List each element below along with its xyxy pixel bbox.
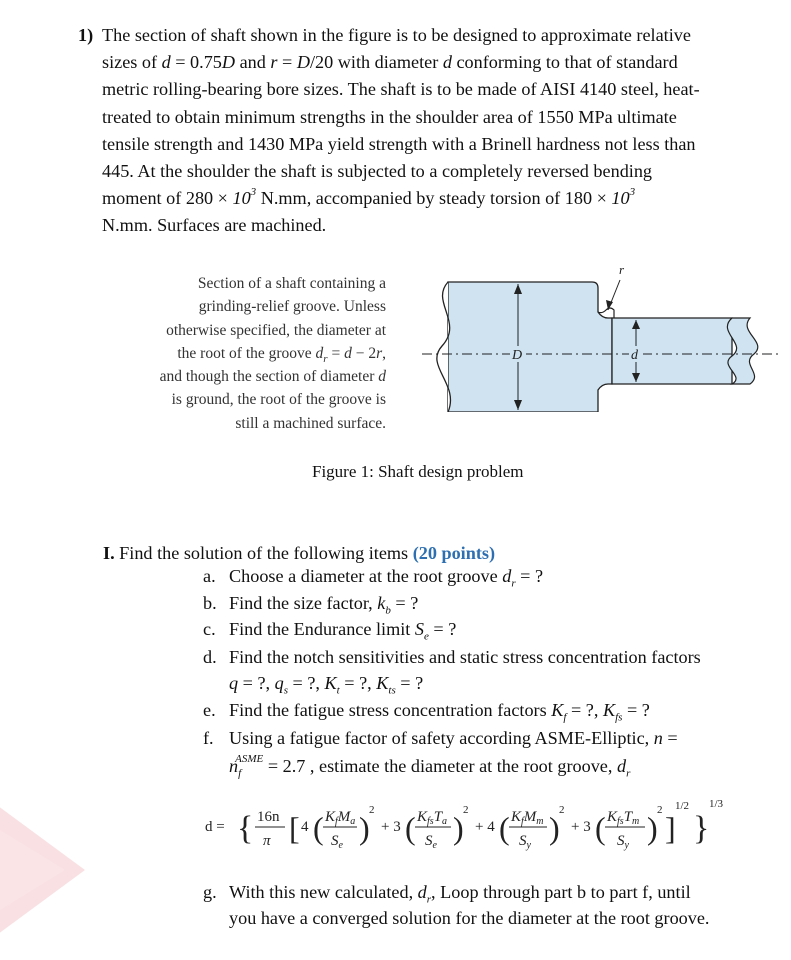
question-d: d. Find the notch sensitivities and static stress concentration factors	[203, 647, 701, 667]
svg-text:d =: d =	[205, 819, 225, 835]
svg-text:2: 2	[657, 804, 663, 816]
question-f: f. Using a fatigue factor of safety according ASME-Elliptic, n =	[203, 728, 678, 748]
points-label: (20 points)	[412, 543, 496, 563]
svg-text:): )	[647, 810, 658, 846]
problem-line-6: 445. At the shoulder the shaft is subjected to a completely reversed bending	[102, 161, 653, 182]
questions-section	[103, 540, 495, 567]
caption-line-2: grinding-relief groove. Unless	[198, 298, 386, 316]
svg-text:+ 3: + 3	[571, 819, 591, 835]
svg-text:+ 3: + 3	[381, 819, 401, 835]
heading-text: Find the solution of the following items	[119, 543, 409, 563]
questions-heading	[103, 540, 495, 567]
shaft-figure	[420, 262, 780, 412]
caption-line-7: still a machined surface.	[235, 414, 386, 432]
figure-caption	[110, 272, 386, 435]
problem-line-2: sizes of d = 0.75D and r = D/20 with diameter d conforming to that of standard	[102, 52, 678, 73]
svg-text:4: 4	[301, 819, 309, 835]
caption-line-3: otherwise specified, the diameter at	[166, 321, 386, 339]
svg-text:KfsTm: $K_{fs}T_m$	[607, 809, 640, 827]
question-g-continued: you have a converged solution for the diameter at the root groove.	[229, 908, 710, 928]
question-b: b. Find the size factor, $k_b$ = ?	[203, 593, 419, 617]
svg-text:2: 2	[559, 804, 565, 816]
caption-line-4: the root of the groove $d_r = d - 2r$,	[177, 344, 386, 365]
svg-text:]: ]	[665, 810, 676, 846]
question-a: a. Choose a diameter at the root groove $d_r$ = ?	[203, 566, 544, 590]
svg-text:KfsTa: $K_{fs}T_a$	[417, 809, 448, 827]
svg-text:Sy: $S_y$	[617, 833, 629, 851]
svg-text:Se: $S_e$	[331, 833, 343, 851]
svg-text:2: 2	[369, 804, 375, 816]
section-number: I.	[103, 543, 115, 563]
svg-text:[: [	[289, 810, 300, 846]
svg-text:2: 2	[463, 804, 469, 816]
svg-text:π: π	[263, 833, 271, 849]
problem-statement	[78, 22, 758, 240]
svg-text:): )	[359, 810, 370, 846]
svg-text:(: (	[595, 810, 606, 846]
shaft-large-section	[448, 282, 612, 412]
problem-line-1: The section of shaft shown in the figure is to be designed to approximate relative	[102, 25, 691, 45]
svg-text:Sy: $S_y$	[519, 833, 531, 851]
figure-title: Figure 1: Shaft design problem	[312, 462, 524, 481]
question-e: e. Find the fatigue stress concentration factors $K_f$ = ?, $K_{fs}$ = ?	[203, 700, 650, 724]
watermark-logo	[0, 760, 110, 960]
svg-text:KfMm: $K_fM_m$	[511, 809, 544, 827]
caption-line-6: is ground, the root of the groove is	[171, 391, 386, 409]
svg-text:{: {	[237, 810, 254, 847]
svg-text:): )	[453, 810, 464, 846]
svg-text:): )	[549, 810, 560, 846]
svg-text:(: (	[405, 810, 416, 846]
problem-line-8: N.mm. Surfaces are machined.	[102, 215, 327, 236]
caption-line-5: and though the section of diameter d	[159, 368, 386, 386]
problem-line-7: moment of $280 \times 10^3$ N.mm, accompanied by steady torsion of $180 \times 10^3$	[102, 186, 636, 209]
problem-number: 1)	[78, 25, 94, 45]
svg-text:16n: 16n	[257, 809, 280, 825]
svg-text:(: (	[313, 810, 324, 846]
svg-text:1/2: 1/2	[675, 800, 690, 812]
question-g: g. With this new calculated, $d_r$, Loop through part b to part f, until	[203, 882, 691, 906]
label-d: d	[631, 348, 638, 363]
question-c: c. Find the Endurance limit $S_e$ = ?	[203, 619, 457, 643]
caption-line-1: Section of a shaft containing a	[197, 275, 386, 292]
problem-line-4: treated to obtain minimum strengths in the shoulder area of 1550 MPa ultimate	[102, 106, 677, 127]
svg-text:Se: $S_e$	[425, 833, 437, 851]
label-D: D	[512, 348, 523, 363]
diameter-formula	[205, 795, 785, 865]
problem-line-5: tensile strength and 1430 MPa yield strength with a Brinell hardness not less than	[102, 133, 696, 154]
question-d-continued: q = ?, $q_s$ = ?, $K_t$ = ?, $K_{ts}$ = ?	[229, 673, 424, 697]
svg-text:(: (	[499, 810, 510, 846]
question-f-continued: $n_f^{ASME} = 2.7$ , estimate the diameter at the root groove, $d_r$	[229, 753, 631, 780]
problem-line-3: metric rolling-bearing bore sizes. The shaft is to be made of AISI 4140 steel, heat-	[102, 79, 700, 100]
svg-text:1/3: 1/3	[709, 798, 724, 810]
svg-text:+ 4: + 4	[475, 819, 495, 835]
label-r: r	[619, 262, 625, 277]
svg-text:}: }	[693, 810, 710, 847]
svg-text:KfMa: $K_fM_a$	[325, 809, 356, 827]
